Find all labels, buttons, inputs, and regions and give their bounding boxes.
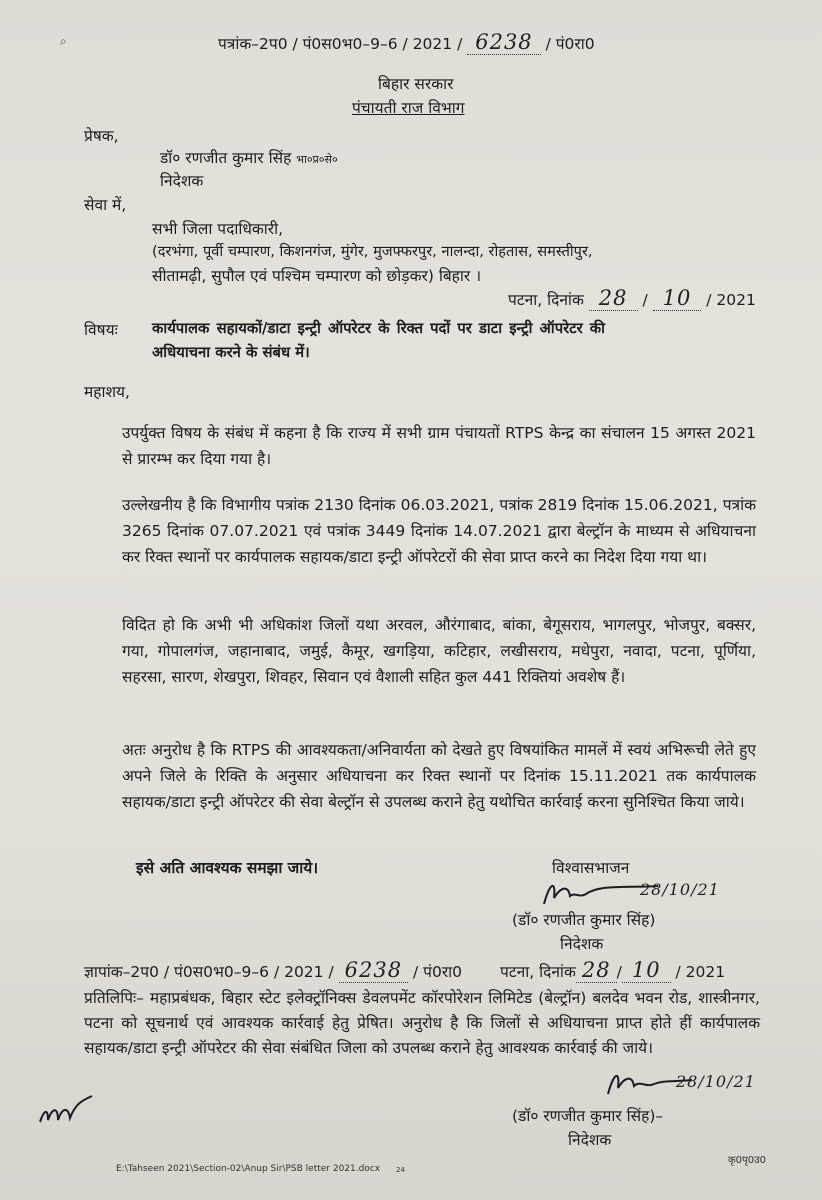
sender-title: निदेशक	[160, 172, 204, 190]
recipient-exclusions: (दरभंगा, पूर्वी चम्पारण, किशनगंज, मुंगेर, मुजफ्फरपुर, नालन्दा, रोहतास, समस्तीपुर,	[152, 243, 593, 260]
signatory-name: (डॉ० रणजीत कुमार सिंह)	[512, 911, 656, 929]
handwritten-memo-number: 6238	[339, 958, 408, 983]
sender-name: डॉ० रणजीत कुमार सिंह भा०प्र०से०	[160, 149, 338, 167]
recipient-exclusions-cont: सीतामढ़ी, सुपौल एवं पश्चिम चम्पारण को छोड़कर) बिहार ।	[152, 267, 482, 285]
signature-date-1: 28/10/21	[640, 880, 720, 899]
signatory-title-2: निदेशक	[568, 1131, 612, 1149]
footer-code: कृ0पृ0उ0	[728, 1155, 766, 1166]
file-path: E:\Tahseen 2021\Section-02\Anup Sir\PSB letter 2021.docx	[116, 1164, 381, 1174]
body-paragraph-3: विदित हो कि अभी भी अधिकांश जिलों यथा अरवल, औरंगाबाद, बांका, बेगूसराय, भागलपुर, भोजपुर, बक्सर, गया, गोपालगंज, जहानाबाद, जमुई, कैमूर, खगड़िया, कटिहार, लखीसराय, मधेपुरा, नवादा, पटना, पूर्णिया, सहरसा, सारण, शेखपुरा, शिवहर, सिवान एवं वैशाली सहित कुल 441 रिक्तियां अवशेष हैं।	[122, 616, 756, 686]
salutation: महाशय,	[84, 383, 130, 401]
page-mark: 24	[396, 1166, 405, 1174]
pen-mark-icon: ⌕	[60, 34, 67, 48]
letter-reference-number: पत्रांक–2प0 / पं0स0भ0–9–6 / 2021 / 6238 / पं0रा0	[218, 30, 595, 54]
subject-line-1: कार्यपालक सहायकों/डाटा इन्ट्री ऑपरेटर के रिक्त पदों पर डाटा इन्ट्री ऑपरेटर की	[152, 320, 606, 337]
letter-date: पटना, दिनांक 28 / 10 / 2021	[508, 286, 756, 310]
memo-date: पटना, दिनांक 28 / 10 / 2021	[500, 958, 726, 982]
recipient: सभी जिला पदाधिकारी,	[152, 220, 284, 238]
sender-label: प्रेषक,	[84, 127, 119, 145]
department-heading: पंचायती राज विभाग	[352, 99, 465, 117]
copy-to-paragraph: प्रतिलिपिः– महाप्रबंधक, बिहार स्टेट इलेक्ट्रॉनिक्स डेवलपमेंट कॉरपोरेशन लिमिटेड (बेल्ट्रॉन) बलदेव भवन रोड, शास्त्रीनगर, पटना को सूचनार्थ एवं आवश्यक कार्रवाई हेतु प्रेषित। अनुरोध है कि जिलों से अधियाचना प्राप्त होते हीं कार्यपालक सहायक/डाटा इन्ट्री ऑपरेटर की सेवा संबंधित जिला को उपलब्ध कराने हेतु आवश्यक कार्रवाई की जाये।	[84, 989, 760, 1057]
urgent-note: इसे अति आवश्यक समझा जाये।	[136, 859, 319, 877]
initials-mark	[36, 1092, 96, 1132]
handwritten-letter-number: 6238	[467, 30, 540, 55]
body-paragraph-1: उपर्युक्त विषय के संबंध में कहना है कि राज्य में सभी ग्राम पंचायतों RTPS केन्द्र का संचालन 15 अगस्त 2021 से प्रारम्भ कर दिया गया है।	[122, 424, 756, 468]
signatory-name-2: (डॉ० रणजीत कुमार सिंह)–	[512, 1107, 664, 1125]
government-heading: बिहार सरकार	[378, 75, 454, 93]
handwritten-month: 10	[653, 286, 702, 311]
subject-line-2: अधियाचना करने के संबंध में।	[152, 344, 310, 361]
handwritten-memo-day: 28	[576, 958, 617, 983]
signature-date-2: 28/10/21	[676, 1072, 756, 1091]
closing: विश्वासभाजन	[552, 859, 630, 877]
handwritten-memo-month: 10	[622, 958, 671, 983]
body-paragraph-2: उल्लेखनीय है कि विभागीय पत्रांक 2130 दिनांक 06.03.2021, पत्रांक 2819 दिनांक 15.06.2021, पत्रांक 3265 दिनांक 07.07.2021 एवं पत्रांक 3449 दिनांक 14.07.2021 द्वारा बेल्ट्रॉन के माध्यम से अधियाचना कर रिक्त स्थानों पर कार्यपालक सहायक/डाटा इन्ट्री ऑपरेटरों की सेवा प्राप्त करने का निदेश दिया गया था।	[122, 496, 756, 566]
handwritten-day: 28	[589, 286, 638, 311]
signatory-title: निदेशक	[560, 935, 604, 953]
subject-label: विषयः	[84, 321, 118, 339]
body-paragraph-4: अतः अनुरोध है कि RTPS की आवश्यकता/अनिवार्यता को देखते हुए विषयांकित मामलें में स्वयं अभिरूची लेते हुए अपने जिले के रिक्ति के अनुसार अधियाचना कर रिक्त स्थानों पर दिनांक 15.11.2021 तक कार्यपालक सहायक/डाटा इन्ट्री ऑपरेटर की सेवा बेल्ट्रॉन से उपलब्ध कराने हेतु यथोचित कार्रवाई करना सुनिश्चित किया जाये।	[122, 741, 756, 811]
memo-reference: ज्ञापांक–2प0 / पं0स0भ0–9–6 / 2021 / 6238 / पं0रा0	[84, 958, 463, 982]
to-label: सेवा में,	[84, 196, 127, 214]
